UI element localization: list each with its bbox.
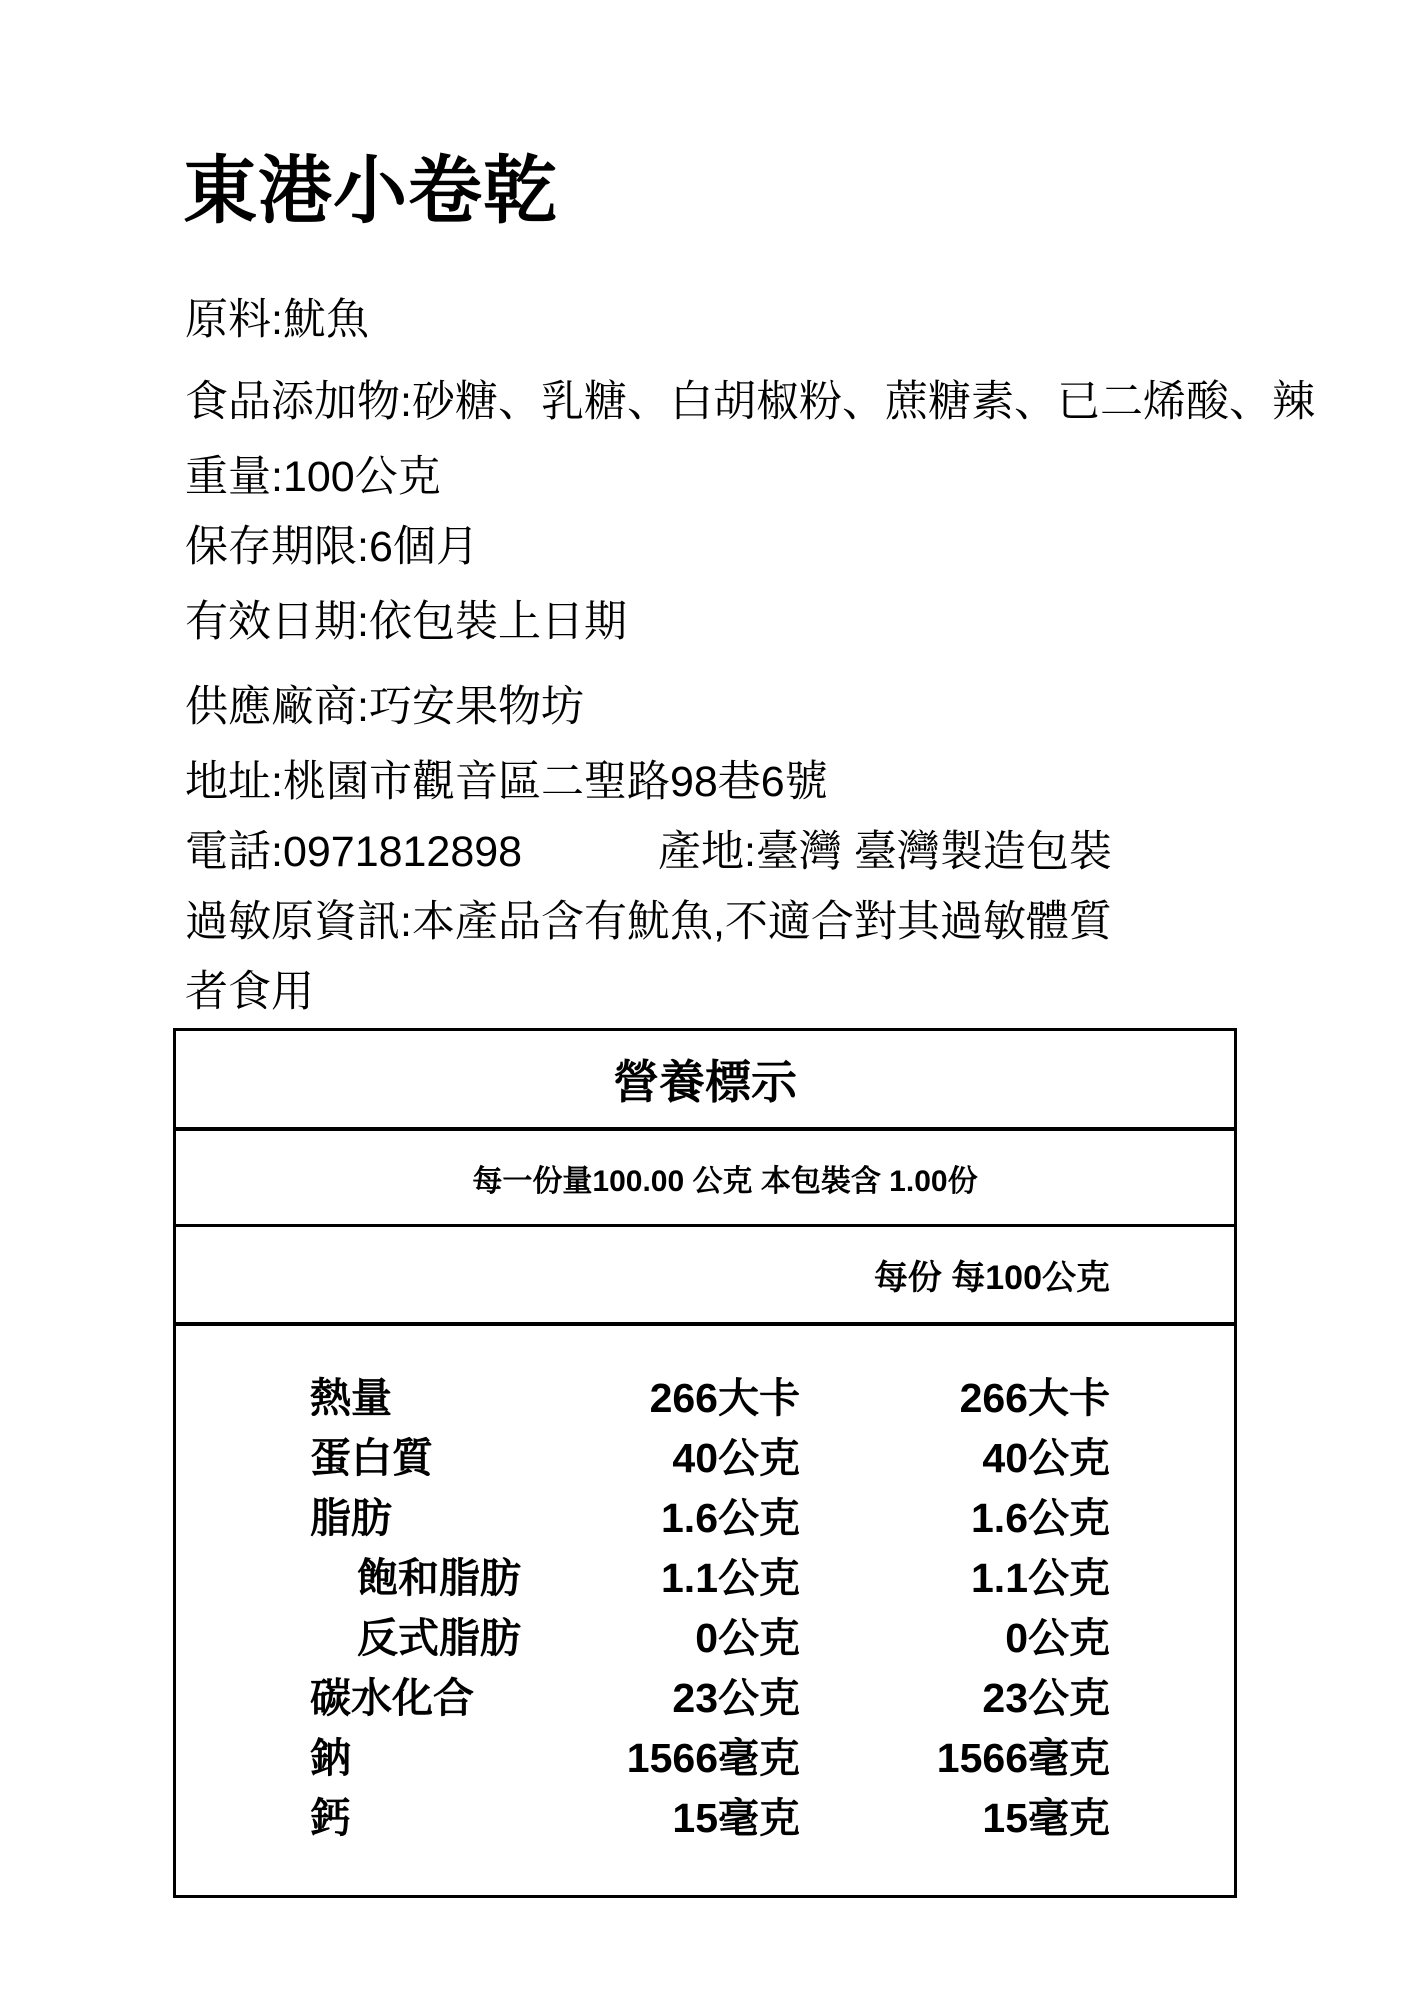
per-serving-value: 1566毫克 (626, 1734, 800, 1781)
per-100g-value: 266大卡 (959, 1374, 1110, 1421)
nutrient-name: 碳水化合 (310, 1674, 474, 1721)
weight-line: 重量:100公克 (185, 453, 441, 501)
per-100g-value: 0公克 (1005, 1614, 1110, 1661)
expiry-date-line: 有效日期:依包裝上日期 (185, 598, 627, 646)
column-headers: 每份 每100公克 (176, 1227, 1234, 1326)
nutrition-row-calories (176, 1364, 1234, 1424)
per-100g-value: 1.6公克 (971, 1494, 1110, 1541)
nutrition-row-saturated-fat (176, 1544, 1234, 1604)
nutrition-row-trans-fat (176, 1604, 1234, 1664)
nutrition-label-title: 營養標示 (176, 1031, 1234, 1131)
nutrition-row-carbohydrate (176, 1664, 1234, 1724)
per-100g-value: 1566毫克 (936, 1734, 1110, 1781)
nutrition-rows (176, 1326, 1234, 1844)
nutrition-row-sodium (176, 1724, 1234, 1784)
nutrition-row-calcium (176, 1784, 1234, 1844)
per-serving-value: 23公克 (672, 1674, 800, 1721)
supplier-line: 供應廠商:巧安果物坊 (185, 683, 584, 731)
nutrient-name: 反式脂肪 (357, 1614, 521, 1661)
phone-text: 電話:0971812898 (185, 828, 523, 876)
ingredients-line: 原料:魷魚 (185, 296, 369, 344)
nutrition-row-protein (176, 1424, 1234, 1484)
additives-line: 食品添加物:砂糖、乳糖、白胡椒粉、蔗糖素、已二烯酸、辣 (185, 378, 1315, 426)
product-title: 東港小卷乾 (183, 149, 558, 232)
nutrient-name: 熱量 (310, 1374, 392, 1421)
allergen-line-1: 過敏原資訊:本產品含有魷魚,不適合對其過敏體質 (185, 898, 1112, 946)
nutrient-name: 蛋白質 (310, 1434, 433, 1481)
per-serving-value: 40公克 (672, 1434, 800, 1481)
allergen-line-2: 者食用 (185, 968, 314, 1016)
per-serving-value: 15毫克 (672, 1794, 800, 1841)
nutrition-row-fat (176, 1484, 1234, 1544)
per-100g-value: 1.1公克 (971, 1554, 1110, 1601)
nutrient-name: 鈉 (310, 1734, 351, 1781)
per-serving-value: 0公克 (695, 1614, 800, 1661)
nutrient-name: 鈣 (310, 1794, 351, 1841)
address-line: 地址:桃園市觀音區二聖路98巷6號 (185, 758, 828, 806)
shelf-life-line: 保存期限:6個月 (185, 523, 479, 571)
per-100g-value: 23公克 (982, 1674, 1110, 1721)
nutrient-name: 飽和脂肪 (357, 1554, 521, 1601)
per-serving-value: 266大卡 (649, 1374, 800, 1421)
nutrient-name: 脂肪 (310, 1494, 392, 1541)
per-100g-value: 40公克 (982, 1434, 1110, 1481)
origin-text: 產地:臺灣 臺灣製造包裝 (658, 828, 1112, 876)
phone-origin-line (185, 828, 1385, 877)
per-serving-value: 1.1公克 (661, 1554, 800, 1601)
nutrition-label-table (173, 1028, 1237, 1898)
serving-size-line: 每一份量100.00 公克 本包裝含 1.00份 (176, 1131, 1234, 1227)
per-100g-value: 15毫克 (982, 1794, 1110, 1841)
per-serving-value: 1.6公克 (661, 1494, 800, 1541)
